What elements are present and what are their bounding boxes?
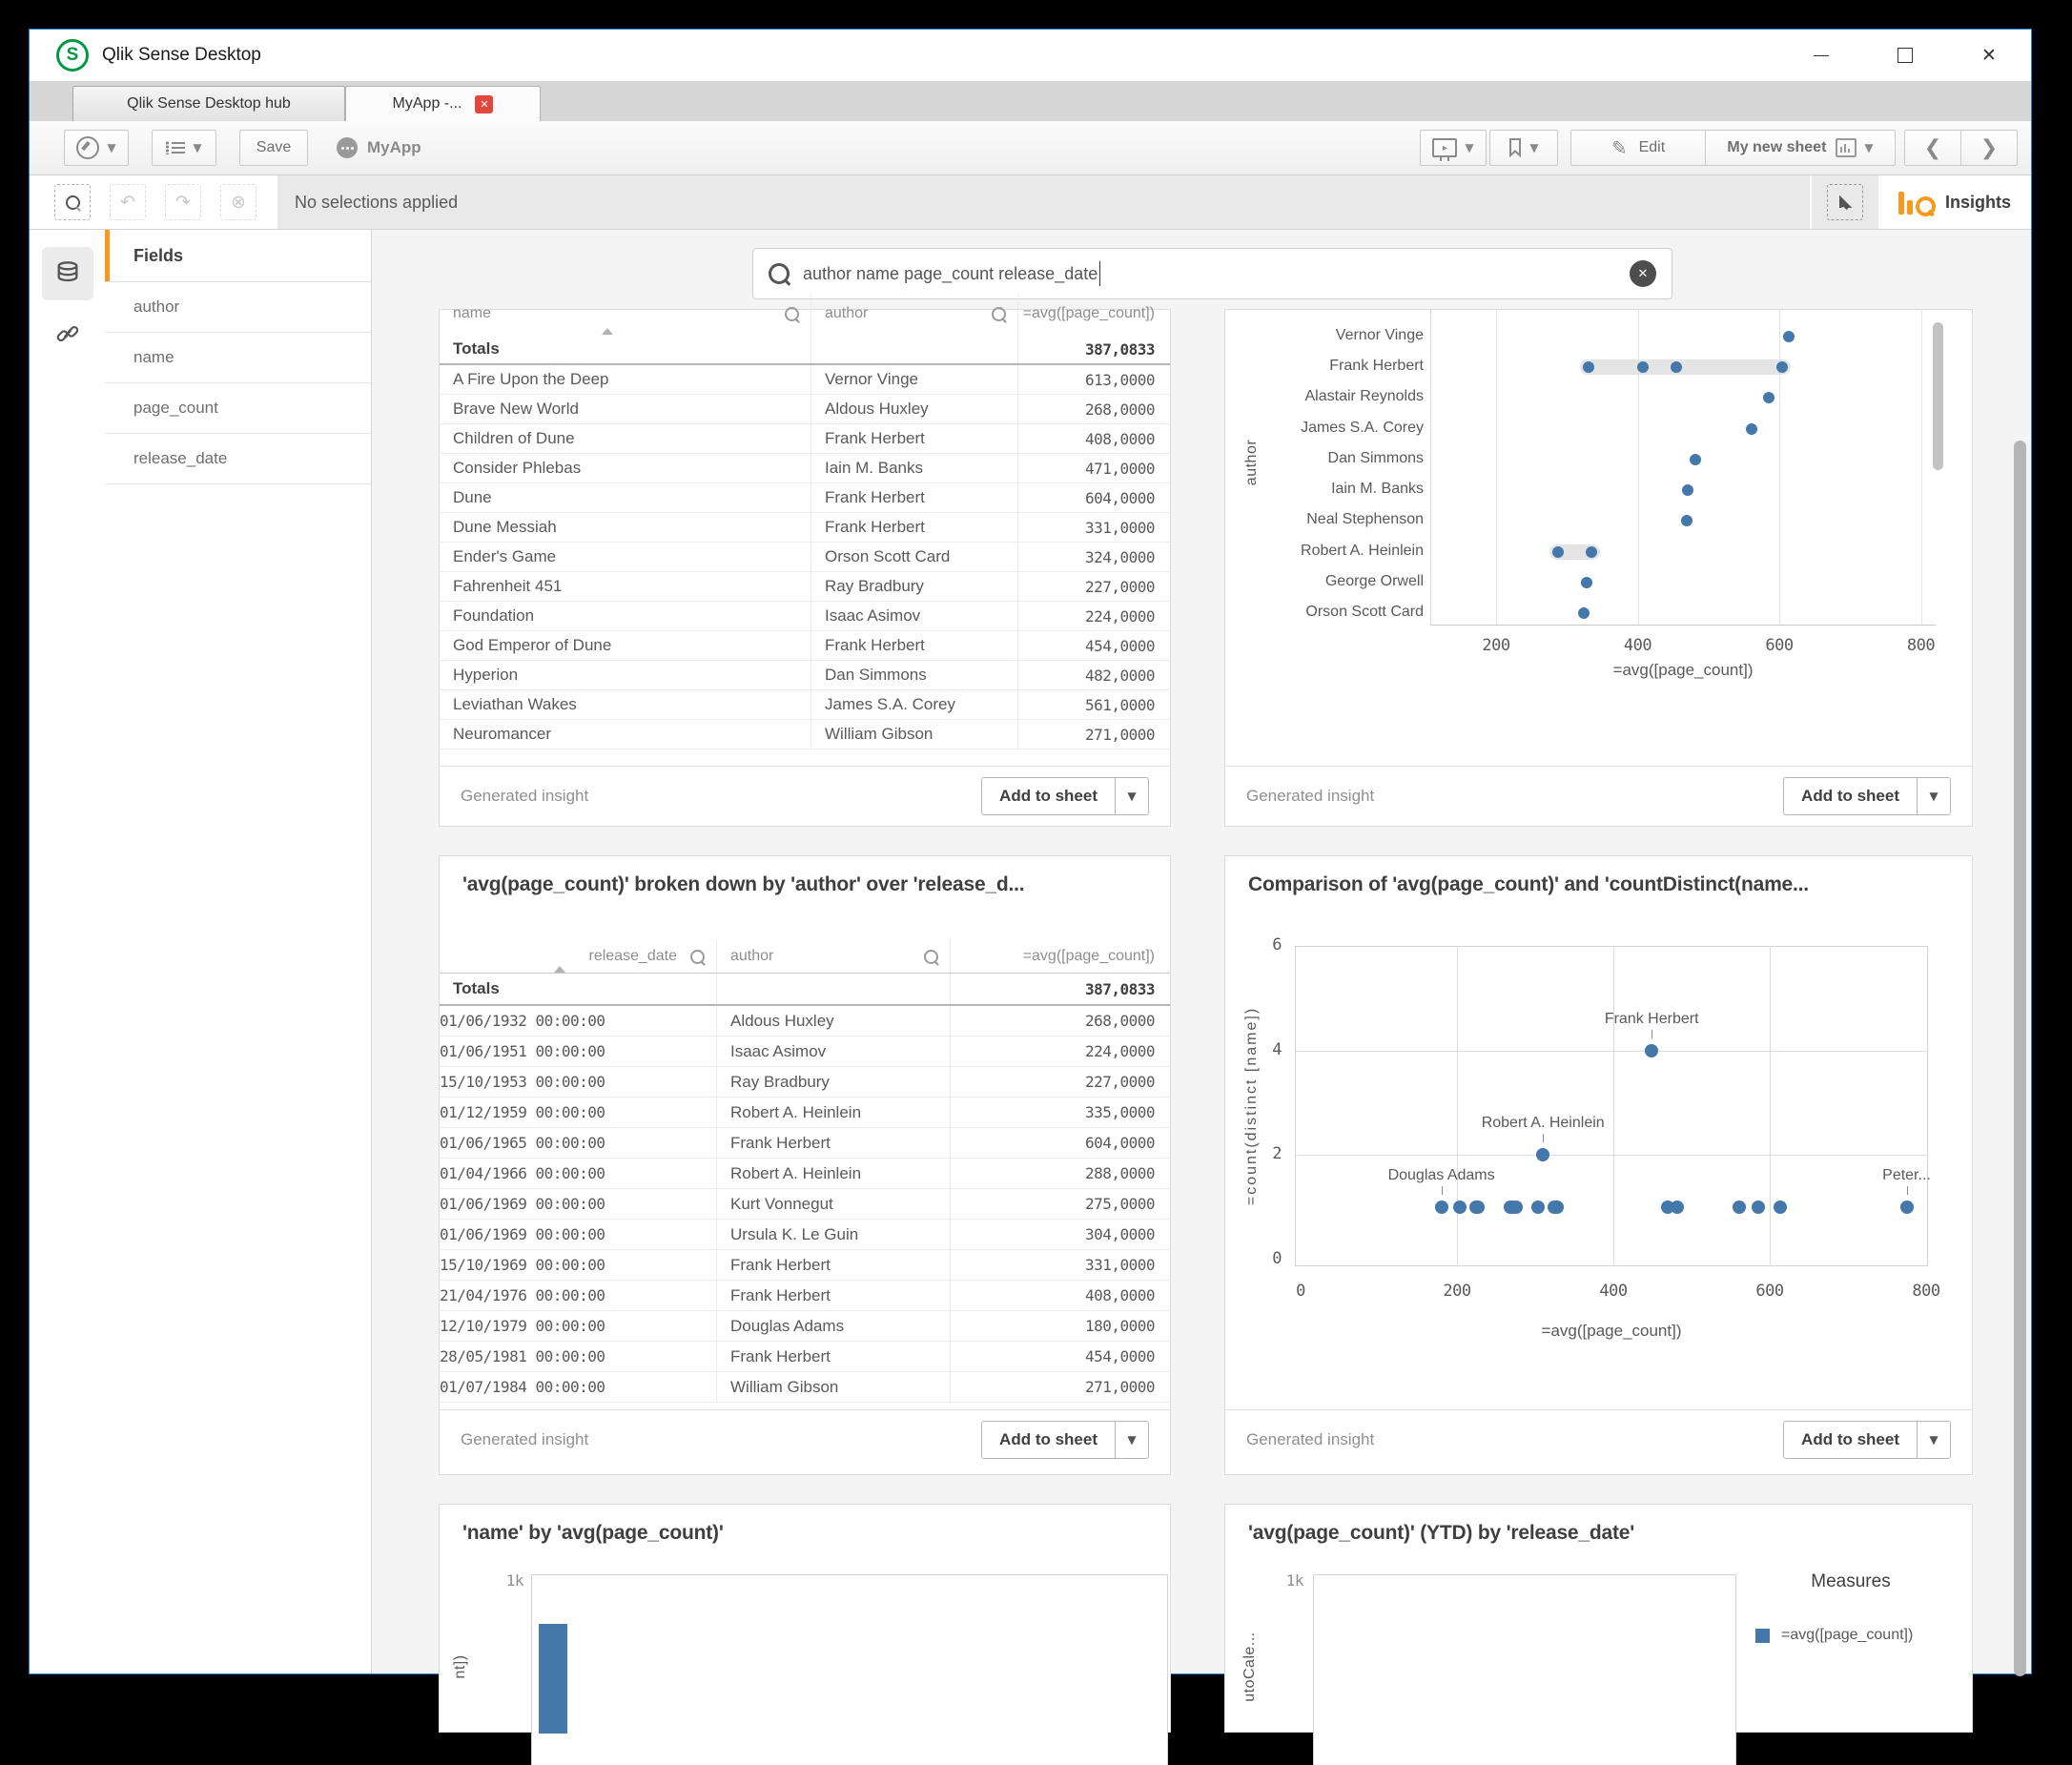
gridline <box>1613 946 1614 1266</box>
card-footer <box>1225 1409 1972 1468</box>
cell[interactable]: 01/06/1951 00:00:00 <box>440 1036 717 1066</box>
insights-toggle[interactable] <box>1878 175 2031 229</box>
title-bar <box>30 30 2031 81</box>
selections-status: No selections applied <box>277 175 1810 229</box>
cursor-icon <box>1837 195 1853 210</box>
text-cursor <box>1099 261 1100 286</box>
gridline <box>1457 946 1458 1266</box>
category-label[interactable]: Dan Simmons <box>1327 449 1424 466</box>
table-row[interactable] <box>440 513 1170 543</box>
presentation-icon: ▸ <box>1432 138 1457 157</box>
undo-icon: ↶ <box>120 192 135 213</box>
cell[interactable]: William Gibson <box>717 1372 951 1402</box>
range-band <box>1580 359 1791 375</box>
data-point[interactable] <box>1681 515 1692 526</box>
x-tick-label: 200 <box>1482 636 1510 655</box>
y-tick-label: 2 <box>1272 1144 1282 1164</box>
y-axis-line <box>1430 310 1431 625</box>
sort-ascending-icon <box>602 328 613 335</box>
cell[interactable]: Aldous Huxley <box>811 395 1018 423</box>
cell[interactable]: Kurt Vonnegut <box>717 1189 951 1219</box>
cell[interactable]: 408,0000 <box>1084 429 1155 448</box>
table-row[interactable] <box>440 454 1170 483</box>
table-row[interactable] <box>440 572 1170 602</box>
category-label[interactable]: Frank Herbert <box>1329 358 1424 375</box>
data-point[interactable] <box>1645 1044 1658 1057</box>
cell[interactable]: 613,0000 <box>1084 370 1155 389</box>
cell[interactable]: Robert A. Heinlein <box>717 1098 951 1127</box>
window-controls <box>1779 32 2031 78</box>
cell[interactable]: Leviathan Wakes <box>440 690 811 719</box>
card-title: 'name' by 'avg(page_count)' <box>462 1522 724 1544</box>
gridline <box>1295 1155 1928 1156</box>
cell[interactable]: Isaac Asimov <box>717 1036 951 1066</box>
gridline <box>1496 310 1497 625</box>
table-row[interactable] <box>440 365 1170 395</box>
cell[interactable]: Orson Scott Card <box>811 543 1018 571</box>
table-row[interactable] <box>440 1220 1170 1250</box>
sheet-icon <box>1836 138 1857 157</box>
cell[interactable]: 288,0000 <box>1084 1164 1155 1182</box>
cell[interactable]: 268,0000 <box>1084 1012 1155 1030</box>
add-to-sheet-button[interactable]: Add to sheet <box>1783 1421 1918 1459</box>
search-icon <box>66 195 80 210</box>
fields-rail-button[interactable] <box>42 247 93 300</box>
table-row[interactable] <box>440 1159 1170 1189</box>
table-row[interactable] <box>440 1128 1170 1159</box>
x-tick-label: 400 <box>1623 636 1652 655</box>
cell[interactable]: 271,0000 <box>1084 1378 1155 1396</box>
chevron-left-icon: ❮ <box>1923 135 1942 160</box>
storytelling-button[interactable] <box>1420 130 1487 166</box>
chevron-down-icon: ▼ <box>1529 141 1539 154</box>
x-tick-label: 600 <box>1765 636 1794 655</box>
x-axis-line <box>1430 625 1936 626</box>
cell[interactable]: Foundation <box>440 602 811 630</box>
generated-insight-label: Generated insight <box>461 786 589 805</box>
table-row[interactable] <box>440 631 1170 661</box>
bookmark-icon <box>1508 138 1522 157</box>
fields-list <box>105 282 371 484</box>
compass-icon <box>76 136 99 159</box>
legend-title: Measures <box>1811 1571 1891 1591</box>
cell[interactable]: 01/04/1966 00:00:00 <box>440 1159 717 1188</box>
cell[interactable]: Frank Herbert <box>811 513 1018 542</box>
y-tick-label: 0 <box>1272 1249 1282 1268</box>
redo-selection-button[interactable] <box>165 184 201 220</box>
generated-insight-label: Generated insight <box>461 1429 589 1448</box>
scatter-chart[interactable]: 0 200 400 600 800 0 2 4 6 Douglas Adams Robert A. Heinlein Frank Herbert Peter... =avg([page_count]) =count(distinct [name]) <box>1225 856 1972 1409</box>
cell[interactable]: 15/10/1953 00:00:00 <box>440 1067 717 1097</box>
table-row[interactable] <box>440 690 1170 720</box>
table-body <box>440 335 1170 750</box>
cell[interactable]: 454,0000 <box>1084 1347 1155 1365</box>
data-point[interactable] <box>1783 331 1795 342</box>
app-window <box>29 29 2032 1702</box>
sheet-selector-button[interactable] <box>1706 130 1896 166</box>
cell[interactable]: Ray Bradbury <box>717 1067 951 1097</box>
add-to-sheet-dropdown[interactable]: ▼ <box>1116 1421 1149 1459</box>
point-label: Peter... <box>1882 1167 1931 1184</box>
maximize-button[interactable] <box>1863 32 1947 78</box>
cell[interactable]: 482,0000 <box>1084 666 1155 685</box>
pencil-icon: ✎ <box>1610 137 1628 159</box>
point-label-tick <box>1651 1030 1652 1038</box>
left-rail <box>30 230 105 1673</box>
category-label[interactable]: Robert A. Heinlein <box>1301 542 1424 559</box>
chevron-down-icon: ▼ <box>193 141 202 154</box>
table-row[interactable] <box>440 1006 1170 1036</box>
table-row[interactable] <box>440 1189 1170 1220</box>
data-point[interactable] <box>1763 392 1775 403</box>
data-point[interactable] <box>1752 1201 1765 1214</box>
data-point[interactable] <box>1774 1201 1787 1214</box>
cell[interactable]: 271,0000 <box>1084 725 1155 744</box>
insight-card-bar: 'name' by 'avg(page_count)' 1k nt]) <box>439 1504 1171 1733</box>
bar-plot-area[interactable] <box>531 1574 1168 1765</box>
table-row[interactable] <box>440 1342 1170 1372</box>
cell[interactable]: 324,0000 <box>1084 547 1155 566</box>
cell[interactable]: 01/07/1984 00:00:00 <box>440 1372 717 1402</box>
totals-row: Totals 387,0833 <box>440 335 1170 365</box>
cell[interactable]: 454,0000 <box>1084 636 1155 655</box>
cell[interactable]: Iain M. Banks <box>811 454 1018 482</box>
data-point[interactable] <box>1550 1201 1564 1214</box>
clear-search-button[interactable]: ✕ <box>1630 260 1656 287</box>
insights-panel <box>372 230 2031 1702</box>
save-button[interactable] <box>239 130 308 166</box>
data-point[interactable] <box>1581 577 1592 588</box>
category-label[interactable]: Alastair Reynolds <box>1304 388 1424 405</box>
insight-search-bar[interactable] <box>752 248 1672 299</box>
cell[interactable]: 275,0000 <box>1084 1195 1155 1213</box>
next-sheet-button[interactable] <box>1961 130 2018 166</box>
cell[interactable]: Aldous Huxley <box>717 1006 951 1036</box>
legend-item[interactable]: =avg([page_count]) <box>1755 1627 1913 1644</box>
data-point[interactable] <box>1509 1201 1523 1214</box>
qlik-logo-icon: S <box>56 39 89 72</box>
cell[interactable]: Douglas Adams <box>717 1311 951 1341</box>
column-search-icon[interactable] <box>992 307 1006 321</box>
previous-sheet-button[interactable] <box>1904 130 1961 166</box>
cell[interactable]: James S.A. Corey <box>811 690 1018 719</box>
add-to-sheet-dropdown[interactable]: ▼ <box>1918 1421 1951 1459</box>
navigation-menu-button[interactable] <box>64 130 129 166</box>
fields-panel <box>105 230 372 1673</box>
tab-myapp-label: MyApp -... <box>392 95 462 112</box>
cell[interactable]: 01/06/1932 00:00:00 <box>440 1006 717 1036</box>
table-row[interactable] <box>440 602 1170 631</box>
cell[interactable]: God Emperor of Dune <box>440 631 811 660</box>
cell[interactable]: 28/05/1981 00:00:00 <box>440 1342 717 1371</box>
table-row[interactable] <box>440 1250 1170 1281</box>
table-row[interactable] <box>440 543 1170 572</box>
x-tick-label: 0 <box>1296 1282 1305 1301</box>
cell[interactable]: 331,0000 <box>1084 1256 1155 1274</box>
legend-swatch <box>1755 1629 1770 1643</box>
card-title: Comparison of 'avg(page_count)' and 'countDistinct(name... <box>1248 873 1809 895</box>
cell[interactable]: 227,0000 <box>1084 577 1155 596</box>
category-label[interactable]: Neal Stephenson <box>1306 511 1424 528</box>
data-point[interactable] <box>1682 484 1693 496</box>
cell[interactable]: 01/06/1969 00:00:00 <box>440 1189 717 1219</box>
dotplot-chart[interactable]: 200 400 600 800 Vernor Vinge Frank Herbert Alastair Reynolds James S.A. Corey Dan Simmons Iain M. Banks Neal Stephenson Robert A. Heinlein George Orwell Orson Scott Card =avg([page_count]) author <box>1225 310 1972 766</box>
data-point[interactable] <box>1552 546 1564 558</box>
cell[interactable]: Dune <box>440 483 811 512</box>
cell[interactable]: 268,0000 <box>1084 400 1155 419</box>
data-point[interactable] <box>1690 454 1701 465</box>
gridline <box>1295 1051 1928 1052</box>
maximize-icon <box>1898 48 1913 63</box>
selections-bar <box>30 175 2031 230</box>
cell[interactable]: 224,0000 <box>1084 606 1155 626</box>
list-icon <box>166 141 185 154</box>
field-item[interactable]: release_date <box>105 434 371 484</box>
totals-row: Totals 387,0833 <box>440 974 1170 1006</box>
clear-selections-button[interactable] <box>220 184 256 220</box>
cell[interactable]: Frank Herbert <box>717 1342 951 1371</box>
cell[interactable]: Vernor Vinge <box>811 365 1018 394</box>
y-tick-label: 6 <box>1272 935 1282 954</box>
search-input[interactable]: author name page_count release_date <box>803 263 1098 283</box>
chevron-down-icon: ▼ <box>1465 141 1474 154</box>
edit-button[interactable] <box>1570 130 1706 166</box>
table-header-clipped: name author =avg([page_count]) <box>440 310 1170 335</box>
cell[interactable]: 408,0000 <box>1084 1286 1155 1304</box>
x-tick-label: 400 <box>1599 1282 1628 1301</box>
tab-hub[interactable] <box>72 86 345 121</box>
y-tick-label: 4 <box>1272 1039 1282 1059</box>
chevron-down-icon: ▼ <box>107 141 116 154</box>
cell[interactable]: Consider Phlebas <box>440 454 811 482</box>
cell[interactable]: 604,0000 <box>1084 488 1155 507</box>
field-item[interactable]: author <box>105 282 371 333</box>
table-row[interactable] <box>440 424 1170 454</box>
links-rail-button[interactable] <box>55 321 80 351</box>
gridline <box>1779 310 1780 625</box>
insight-card-dotplot <box>1224 309 1973 827</box>
app-options-button[interactable] <box>152 130 216 166</box>
cell[interactable]: 15/10/1969 00:00:00 <box>440 1250 717 1280</box>
plot-area <box>1295 946 1928 1266</box>
category-label[interactable]: James S.A. Corey <box>1301 419 1424 436</box>
cell[interactable]: Frank Herbert <box>811 483 1018 512</box>
category-label[interactable]: George Orwell <box>1324 572 1424 589</box>
cell[interactable]: William Gibson <box>811 720 1018 749</box>
close-button[interactable]: ✕ <box>1981 45 1997 66</box>
window-title: Qlik Sense Desktop <box>102 45 261 65</box>
card-title: 'avg(page_count)' (YTD) by 'release_date' <box>1248 1522 1635 1544</box>
selections-tool-button[interactable] <box>1812 175 1878 229</box>
tab-strip <box>30 81 2031 121</box>
cell[interactable]: 224,0000 <box>1084 1042 1155 1060</box>
category-label[interactable]: Iain M. Banks <box>1331 481 1424 498</box>
card-footer <box>1225 766 1972 825</box>
cell[interactable]: 604,0000 <box>1084 1134 1155 1152</box>
tab-hub-label: Qlik Sense Desktop hub <box>127 95 291 112</box>
cell[interactable]: Isaac Asimov <box>811 602 1018 630</box>
column-search-icon[interactable] <box>924 950 938 964</box>
add-to-sheet-button[interactable]: Add to sheet <box>981 777 1116 815</box>
card-footer <box>440 766 1170 825</box>
edit-label: Edit <box>1638 139 1666 155</box>
generated-insight-label: Generated insight <box>1246 786 1375 805</box>
cell[interactable]: Robert A. Heinlein <box>717 1159 951 1188</box>
add-to-sheet-button[interactable]: Add to sheet <box>981 1421 1116 1459</box>
insight-card-breakdown <box>439 855 1171 1475</box>
cell[interactable]: Ursula K. Le Guin <box>717 1220 951 1249</box>
tab-close-icon[interactable]: ✕ <box>475 95 493 113</box>
cell[interactable]: 561,0000 <box>1084 695 1155 714</box>
field-item[interactable]: name <box>105 333 371 383</box>
cell[interactable]: Frank Herbert <box>717 1128 951 1158</box>
bar[interactable] <box>539 1624 567 1734</box>
minimize-button[interactable] <box>1779 32 1863 78</box>
cell[interactable]: 21/04/1976 00:00:00 <box>440 1281 717 1310</box>
fields-panel-title: Fields <box>105 230 371 282</box>
insights-logo-icon <box>1898 190 1936 215</box>
cell[interactable]: 01/06/1965 00:00:00 <box>440 1128 717 1158</box>
clear-icon: ⊗ <box>231 192 246 213</box>
point-label-tick <box>1543 1134 1544 1142</box>
x-tick-label: 200 <box>1443 1282 1471 1301</box>
table-row[interactable] <box>440 395 1170 424</box>
cell[interactable]: 304,0000 <box>1084 1225 1155 1243</box>
table-row[interactable] <box>440 1067 1170 1098</box>
table-row[interactable] <box>440 1372 1170 1403</box>
table-row[interactable] <box>440 483 1170 513</box>
add-to-sheet-dropdown[interactable]: ▼ <box>1116 777 1149 815</box>
line-plot-area[interactable] <box>1313 1574 1736 1765</box>
cell[interactable]: Dune Messiah <box>440 513 811 542</box>
sheet-selector-label: My new sheet <box>1727 139 1827 155</box>
table-row[interactable] <box>440 1281 1170 1311</box>
data-point[interactable] <box>1671 361 1682 373</box>
minimize-icon <box>1814 55 1829 56</box>
cell[interactable]: Brave New World <box>440 395 811 423</box>
data-point[interactable] <box>1578 607 1590 619</box>
cell[interactable]: 335,0000 <box>1084 1103 1155 1121</box>
card-footer <box>440 1409 1170 1468</box>
insight-card-table <box>439 305 1171 827</box>
toolbar <box>30 121 2031 175</box>
gridline <box>1921 310 1922 625</box>
category-label[interactable]: Orson Scott Card <box>1305 603 1424 620</box>
cell[interactable]: 12/10/1979 00:00:00 <box>440 1311 717 1341</box>
column-search-icon[interactable] <box>785 307 799 321</box>
cell[interactable]: Fahrenheit 451 <box>440 572 811 601</box>
gridline <box>1770 946 1771 1266</box>
insight-card-scatter <box>1224 855 1973 1475</box>
smart-search-button[interactable] <box>54 184 91 220</box>
cell[interactable]: Ender's Game <box>440 543 811 571</box>
table-row[interactable] <box>440 1036 1170 1067</box>
app-identity[interactable] <box>337 137 421 158</box>
main-scrollbar[interactable] <box>2014 441 2026 1676</box>
save-label: Save <box>256 139 292 155</box>
x-axis-label: =avg([page_count]) <box>1612 661 1754 679</box>
field-item[interactable]: page_count <box>105 383 371 434</box>
cell[interactable]: 01/06/1969 00:00:00 <box>440 1220 717 1249</box>
table-row[interactable] <box>440 1311 1170 1342</box>
app-thumbnail-icon <box>337 137 358 158</box>
table-body: release_date author =avg([page_count]) Totals 387,0833 01/06/1932 00:00:00 Aldous Huxley 268,0000 01/06/1951 00:00:00 Isaac Asimov 224,0000 15/10/1953 00:00:00 Ray Bradbury 227,0000 01/12/1959 00:00:00 Robert A. Heinlein 335,0000 01/06/1965 00:00:00 Frank Herbert 604,0000 01/04/1966 00:00:00 Robert A. Heinlein 288,0000 01/06/1969 00:00:00 Kurt Vonnegut 275,0000 01/06/1969 00:00:00 Ursula K. Le Guin 304,0000 15/10/1969 00:00:00 Frank Herbert 331,0000 21/04/1976 00:00:00 Frank Herbert 408,0000 12/10/1979 00:00:00 Douglas Adams 180,0000 28/05/1981 00:00:00 Frank Herbert 454,0000 01/07/1984 00:00:00 William Gibson 271,0000 <box>440 940 1170 1377</box>
app-name: MyApp <box>367 138 421 156</box>
redo-icon: ↷ <box>175 192 191 213</box>
cell[interactable]: Hyperion <box>440 661 811 689</box>
data-point[interactable] <box>1435 1201 1448 1214</box>
data-point[interactable] <box>1746 423 1757 435</box>
generated-insight-label: Generated insight <box>1246 1429 1375 1448</box>
point-label: Douglas Adams <box>1387 1167 1495 1184</box>
column-search-icon[interactable] <box>690 950 705 964</box>
link-icon <box>55 321 80 346</box>
chevron-right-icon: ❯ <box>1980 135 1999 160</box>
table-row[interactable] <box>440 720 1170 749</box>
point-label-tick <box>1907 1186 1908 1195</box>
cell[interactable]: Neuromancer <box>440 720 811 749</box>
chart-scrollbar[interactable] <box>1933 322 1943 470</box>
cell[interactable]: 180,0000 <box>1084 1317 1155 1335</box>
x-tick-label: 600 <box>1755 1282 1784 1301</box>
point-label: Frank Herbert <box>1604 1010 1699 1027</box>
data-point[interactable] <box>1900 1201 1914 1214</box>
database-icon <box>54 260 81 287</box>
gridline <box>1638 310 1639 625</box>
cell[interactable]: Frank Herbert <box>717 1250 951 1280</box>
cell[interactable]: 331,0000 <box>1084 518 1155 537</box>
cell[interactable]: Frank Herbert <box>717 1281 951 1310</box>
cell[interactable]: 227,0000 <box>1084 1073 1155 1091</box>
cell[interactable]: Ray Bradbury <box>811 572 1018 601</box>
bookmarks-button[interactable] <box>1489 130 1558 166</box>
y-tick-label: 1k <box>505 1571 523 1590</box>
sort-ascending-icon <box>554 966 565 973</box>
data-point[interactable] <box>1586 546 1597 558</box>
cell[interactable]: Children of Dune <box>440 424 811 453</box>
category-label[interactable]: Vernor Vinge <box>1335 327 1424 343</box>
cell[interactable]: 471,0000 <box>1084 459 1155 478</box>
point-label-tick <box>1442 1186 1443 1195</box>
cell[interactable]: Frank Herbert <box>811 424 1018 453</box>
card-title: 'avg(page_count)' broken down by 'author' over 'release_d... <box>462 873 1025 895</box>
undo-selection-button[interactable] <box>110 184 146 220</box>
x-axis-label: =avg([page_count]) <box>1541 1322 1682 1340</box>
cell[interactable]: A Fire Upon the Deep <box>440 365 811 394</box>
x-tick-label: 800 <box>1906 636 1936 655</box>
point-label: Robert A. Heinlein <box>1481 1115 1605 1132</box>
cell[interactable]: Dan Simmons <box>811 661 1018 689</box>
add-to-sheet-button[interactable]: Add to sheet <box>1783 777 1918 815</box>
add-to-sheet-dropdown[interactable]: ▼ <box>1918 777 1951 815</box>
x-tick-label: 800 <box>1912 1282 1940 1301</box>
insight-card-ytd: 'avg(page_count)' (YTD) by 'release_date' 1k utoCale... Measures =avg([page_count]) <box>1224 1504 1973 1733</box>
chevron-down-icon: ▼ <box>1864 141 1874 154</box>
cell[interactable]: Frank Herbert <box>811 631 1018 660</box>
table-row[interactable] <box>440 661 1170 690</box>
y-tick-label: 1k <box>1285 1571 1303 1590</box>
insights-label: Insights <box>1944 192 2011 212</box>
table-row[interactable] <box>440 1098 1170 1128</box>
cell[interactable]: 01/12/1959 00:00:00 <box>440 1098 717 1127</box>
search-icon <box>769 263 790 284</box>
tab-myapp[interactable] <box>345 86 541 121</box>
